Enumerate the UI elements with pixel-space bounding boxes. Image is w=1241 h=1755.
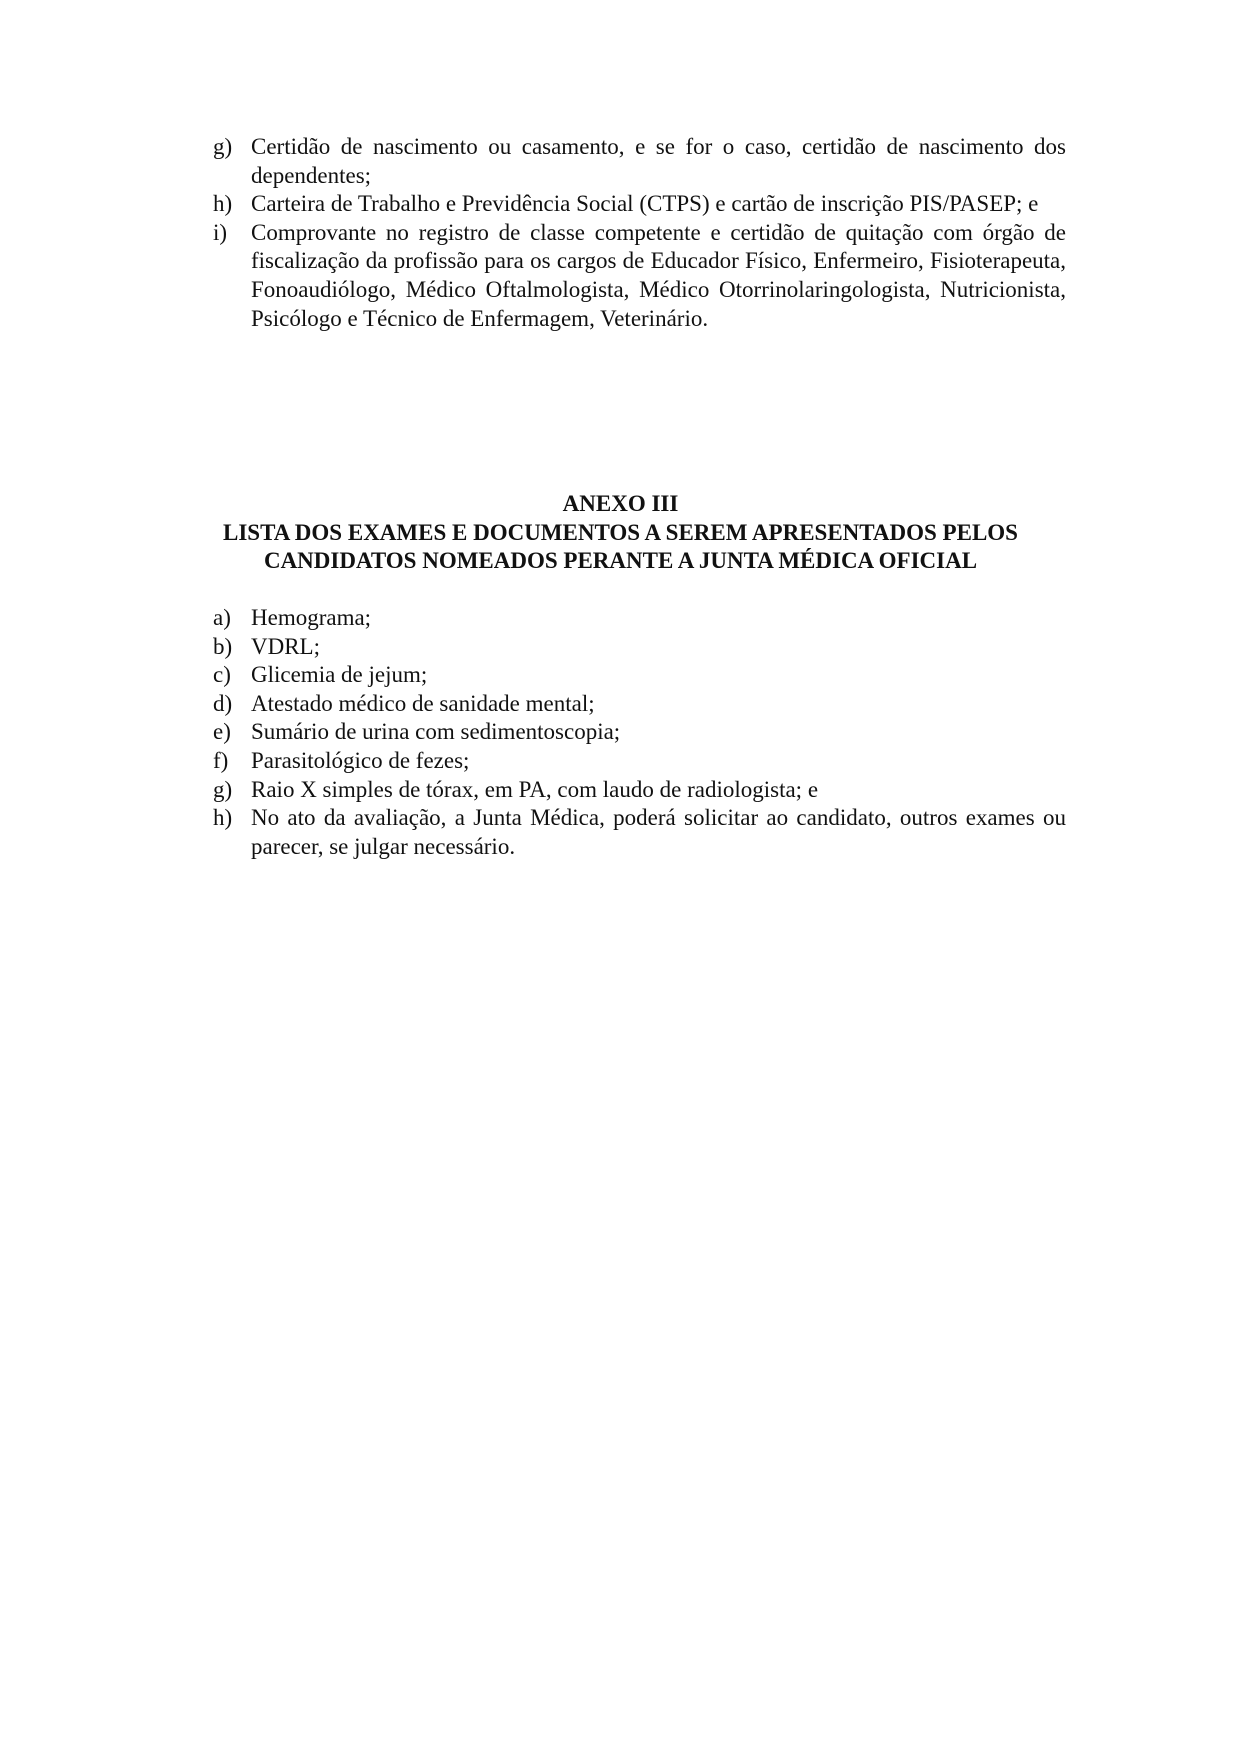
- annex-heading: [0, 490, 1241, 576]
- list-item-text: Comprovante no registro de classe competente e certidão de quitação com órgão de fiscalização da profissão para os cargos de Educador Físico, Enfermeiro, Fisioterapeuta, Fonoaudiólogo, Médico Oftalmologista, Médico Otorrinolaringologista, Nutricionista, Psicólogo e Técnico de Enfermagem, Veterinário.: [251, 219, 1066, 331]
- list-item: [213, 133, 1066, 190]
- list-item: [213, 747, 1066, 776]
- list-item-marker: h): [213, 805, 233, 831]
- list-item-text: Parasitológico de fezes;: [251, 747, 470, 773]
- list-item: [213, 776, 1066, 805]
- list-item-text: Hemograma;: [251, 605, 372, 630]
- list-item-text: Certidão de nascimento ou casamento, e se for o caso, certidão de nascimento dos dependentes;: [251, 134, 1066, 188]
- list-item-marker: d): [213, 690, 233, 716]
- list-item: [213, 190, 1066, 219]
- list-item: [213, 718, 1066, 747]
- list-item: [213, 804, 1066, 861]
- list-item-marker: h): [213, 191, 233, 217]
- annex-subtitle-line-1: LISTA DOS EXAMES E DOCUMENTOS A SEREM APRESENTADOS PELOS: [223, 519, 1018, 545]
- annex-title: ANEXO III: [562, 491, 679, 516]
- list-item-text: No ato da avaliação, a Junta Médica, poderá solicitar ao candidato, outros exames ou parecer, se julgar necessário.: [251, 805, 1066, 859]
- list-item: [213, 219, 1066, 333]
- list-item-text: Atestado médico de sanidade mental;: [251, 690, 595, 716]
- list-item-text: Raio X simples de tórax, em PA, com laudo de radiologista; e: [251, 776, 819, 802]
- list-item-marker: e): [213, 719, 231, 745]
- annex-subtitle-line-2: CANDIDATOS NOMEADOS PERANTE A JUNTA MÉDICA OFICIAL: [263, 548, 978, 574]
- exams-list: [213, 604, 1066, 861]
- list-item-text: Glicemia de jejum;: [251, 662, 428, 688]
- list-item-text: Carteira de Trabalho e Previdência Social (CTPS) e cartão de inscrição PIS/PASEP; e: [251, 191, 1039, 217]
- list-item-marker: g): [213, 134, 233, 159]
- list-item-marker: a): [213, 605, 231, 630]
- list-item-text: Sumário de urina com sedimentoscopia;: [251, 719, 621, 745]
- list-item: [213, 633, 1066, 662]
- list-item-marker: f): [213, 747, 229, 773]
- list-item-marker: i): [213, 219, 228, 245]
- list-item: [213, 690, 1066, 719]
- list-item-text: VDRL;: [251, 633, 320, 659]
- required-documents-list-continued: [213, 133, 1066, 333]
- list-item-marker: c): [213, 662, 231, 688]
- list-item-marker: b): [213, 633, 233, 659]
- list-item: [213, 661, 1066, 690]
- list-item: [213, 604, 1066, 633]
- list-item-marker: g): [213, 776, 233, 802]
